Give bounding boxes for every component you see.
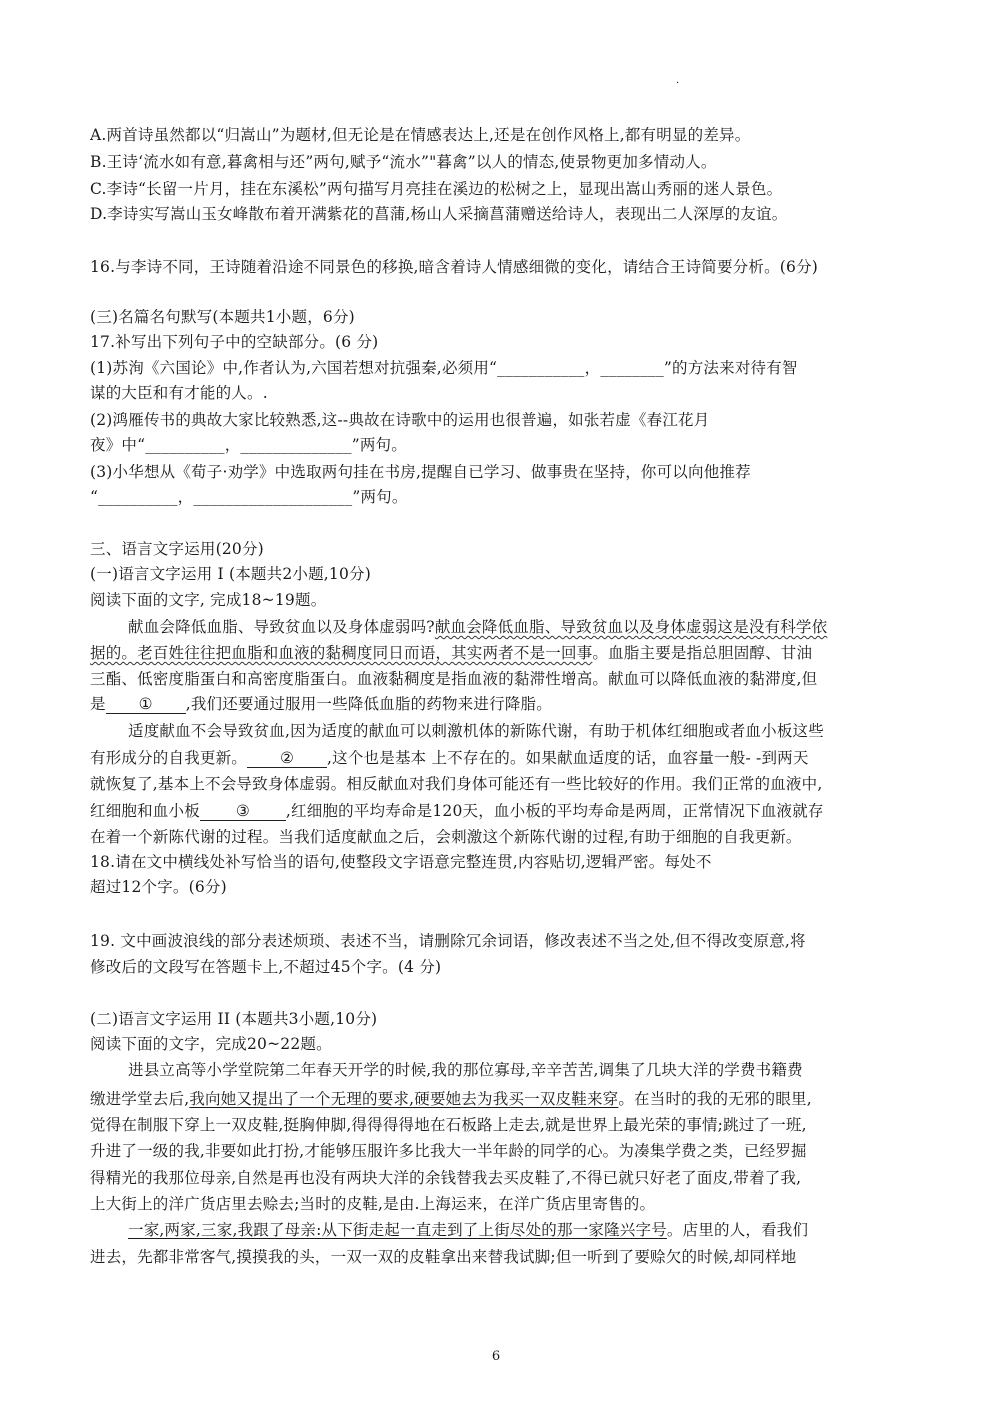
para2-line4 <box>90 800 824 822</box>
recite-section-header: (三)名篇名句默写(本题共1小题，6分) <box>90 308 355 326</box>
para2-line5: 在着一个新陈代谢的过程。当我们适度献血之后，会刺激这个新陈代谢的过程,有助于细胞的自我更新。 <box>90 828 802 846</box>
para2-text: 红细胞和血小板 <box>90 802 200 820</box>
q17-part3-line1: (3)小华想从《荀子·劝学》中选取两句挂在书房,提醒自已学习、做事贵在坚持，你可以向他推荐 <box>90 463 751 481</box>
page-number: 6 <box>491 1349 501 1364</box>
q17-part2-line1: (2)鸿雁传书的典故大家比较熟悉,这--典故在诗歌中的运用也很普遍，如张若虚《春江花月 <box>90 411 710 429</box>
wavy-underlined-text: 据的。老百姓往往把血脂和血液的黏稠度同日而语，其实两者不是一回事 <box>90 644 593 662</box>
option-c: C.李诗“长留一片月，挂在东溪松”两句描写月亮挂在溪边的松树之上，显现出嵩山秀丽的迷人景色。 <box>90 180 783 198</box>
subsection-1-title: (一)语言文字运用 I (本题共2小题,10分) <box>90 565 371 583</box>
underlined-text: 我向她又提出了一个无理的要求,硬要她去为我买一双皮鞋来穿 <box>189 1090 619 1108</box>
para3-line3: 觉得在制服下穿上一双皮鞋,挺胸伸脚,得得得得地在石板路上走去,就是世界上最光荣的事情;跳过了一班, <box>90 1116 807 1134</box>
corner-mark: · <box>676 78 680 89</box>
para1-text: ,我们还要通过服用一些降低血脂的药物来进行降脂。 <box>185 695 552 713</box>
para1-line3: 三酯、低密度脂蛋白和高密度脂蛋白。血液黏稠度是指血液的黏滞性增高。献血可以降低血液的黏滞度,但 <box>90 670 818 688</box>
para1-text: 是 <box>90 695 106 713</box>
para2-line1: 适度献血不会导致贫血,因为适度的献血可以刺激机体的新陈代谢，有助于机体红细胞或者血小板这些 <box>128 722 824 740</box>
para1-line2 <box>90 642 812 664</box>
para2-text: ,这个也是基本 上不存在的。如果献血适度的话，血容量一般- -到两天 <box>327 749 809 767</box>
question-18-line1: 18.请在文中横线处补写恰当的语句,使整段文字语意完整连贯,内容贴切,逻辑严密。每处不 <box>90 853 712 871</box>
para3-text: 。在当时的我的无邪的眼里, <box>618 1090 812 1108</box>
para3-text: 缴进学堂去后, <box>90 1090 190 1108</box>
blank-3: ③ <box>200 802 286 821</box>
para2-text: 有形成分的自我更新。 <box>90 749 248 767</box>
para3-line4: 升进了一级的我,非要如此打扮,才能够压服许多比我大一半年龄的同学的心。为凑集学费之类，已经罗掘 <box>90 1142 807 1160</box>
para3-line5: 得精光的我那位母亲,自然是再也没有两块大洋的余钱替我去买皮鞋了,不得已就只好老了面皮,带着了我, <box>90 1169 802 1187</box>
para1-text: 献血会降低血脂、导致贫血以及身体虚弱吗? <box>128 618 435 636</box>
para2-line2 <box>90 747 809 769</box>
para3-line1: 进县立高等小学堂院第二年春天开学的时候,我的那位寡母,辛辛苦苦,调集了几块大洋的学费书籍费 <box>128 1061 803 1079</box>
subsection-2-title: (二)语言文字运用 II (本题共3小题,10分) <box>90 1010 378 1028</box>
question-17: 17.补写出下列句子中的空缺部分。(6 分) <box>90 333 379 351</box>
question-16: 16.与李诗不同，王诗随着沿途不同景色的移换,暗含着诗人情感细微的变化，请结合王诗简要分析。(6分) <box>90 258 819 276</box>
q17-part1-line1: (1)苏洵《六国论》中,作者认为,六国若想对抗强秦,必须用“___________，________”的方法来对待有智 <box>90 359 798 377</box>
underlined-text: 一家,两家,三家,我跟了母亲:从下街走起一直走到了上街尽处的那一家隆兴字号 <box>128 1221 667 1239</box>
para3-line2 <box>90 1088 812 1110</box>
para1-line4 <box>90 693 552 715</box>
reading-instruction-2: 阅读下面的文字，完成20~22题。 <box>90 1035 332 1053</box>
wavy-underlined-text: 献血会降低血脂、导致贫血以及身体虚弱这是没有科学依 <box>434 618 828 636</box>
para1-text: 。血脂主要是指总胆固醇、甘油 <box>592 644 813 662</box>
para4-line2: 进去，先都非常客气,摸摸我的头，一双一双的皮鞋拿出来替我试脚;但一听到了要赊欠的时候,却同样地 <box>90 1248 797 1266</box>
blank-1: ① <box>106 695 186 714</box>
question-19-line1: 19. 文中画波浪线的部分表述烦琐、表述不当，请删除冗余词语，修改表述不当之处,但不得改变原意,将 <box>90 932 806 950</box>
para2-line3: 就恢复了,基本上不会导致身体虚弱。相反献血对我们身体可能还有一些比较好的作用。我们正常的血液中, <box>90 775 823 793</box>
q17-part2-line2: 夜》中“__________，______________”两句。 <box>90 436 407 454</box>
blank-2: ② <box>247 749 327 768</box>
option-d: D.李诗实写嵩山玉女峰散布着开满紫花的菖蒲,杨山人采摘菖蒲赠送给诗人，表现出二人深厚的友谊。 <box>90 205 788 223</box>
para1-line1 <box>128 616 827 638</box>
para3-line6: 上大街上的洋广货店里去赊去;当时的皮鞋,是由.上海运来，在洋广货店里寄售的。 <box>90 1195 656 1213</box>
para4-line1 <box>128 1219 808 1241</box>
question-19-line2: 修改后的文段写在答题卡上,不超过45个字。(4 分) <box>90 958 442 976</box>
q17-part1-line2: 谋的大臣和有才能的人。. <box>90 384 268 402</box>
para2-text: ,红细胞的平均寿命是120天，血小板的平均寿命是两周，正常情况下血液就存 <box>285 802 824 820</box>
option-b: B.王诗‘流水如有意,暮禽相与还”两句,赋予“流水”"暮禽”以人的情态,使景物更加多情动人。 <box>90 153 717 171</box>
reading-instruction-1: 阅读下面的文字, 完成18~19题。 <box>90 591 327 609</box>
section-3-title: 三、语言文字运用(20分) <box>90 540 264 558</box>
q17-part3-line2: “__________，____________________”两句。 <box>90 488 408 506</box>
question-18-line2: 超过12个字。(6分) <box>90 878 227 896</box>
option-a: A.两首诗虽然都以“归嵩山”为题材,但无论是在情感表达上,还是在创作风格上,都有明显的差异。 <box>90 126 751 144</box>
para4-text: 。店里的人，看我们 <box>666 1221 809 1239</box>
